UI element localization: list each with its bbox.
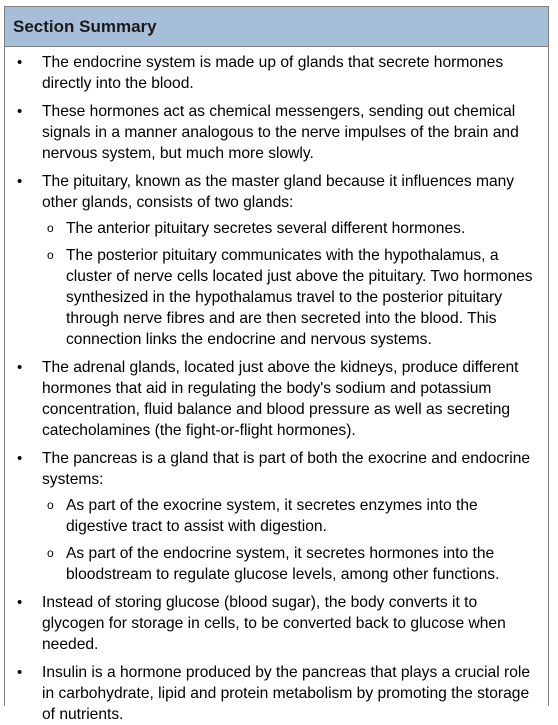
summary-item-text: The pituitary, known as the master gland because it influences many other glands, consists of two glands: bbox=[42, 173, 515, 211]
summary-subitem bbox=[42, 218, 542, 239]
bullet-icon: • bbox=[17, 594, 23, 611]
summary-item-text: Insulin is a hormone produced by the pancreas that plays a crucial role in carbohydrate, lipid and protein metabolism by promoting the storage of nutrients. bbox=[42, 664, 531, 723]
summary-sublist bbox=[42, 218, 542, 350]
summary-item-text: The adrenal glands, located just above the kidneys, produce different hormones that aid in regulating the body's sodium and potassium concentration, fluid balance and blood pressure as well as secreting catecholamines (the fight-or-flight hormones). bbox=[42, 359, 519, 439]
sub-bullet-icon: o bbox=[47, 221, 54, 235]
section-summary-box bbox=[4, 6, 549, 723]
summary-subitem-text: The posterior pituitary communicates with the hypothalamus, a cluster of nerve cells located just above the pituitary. Two hormones synthesized in the hypothalamus travel to the posterior pituitary through nerve fibres and are then secreted into the blood. This connection links the endocrine and nervous systems. bbox=[66, 247, 533, 348]
summary-subitem bbox=[42, 495, 542, 537]
summary-subitem-text: As part of the endocrine system, it secretes hormones into the bloodstream to regulate glucose levels, among other functions. bbox=[66, 545, 500, 583]
summary-item-text: The endocrine system is made up of glands that secrete hormones directly into the blood. bbox=[42, 54, 504, 92]
sub-bullet-icon: o bbox=[47, 546, 54, 560]
summary-item bbox=[5, 357, 548, 441]
summary-item bbox=[5, 52, 548, 94]
summary-item-text: Instead of storing glucose (blood sugar), the body converts it to glycogen for storage in cells, to be converted back to glucose when needed. bbox=[42, 594, 506, 653]
summary-subitem bbox=[42, 543, 542, 585]
sub-bullet-icon: o bbox=[47, 498, 54, 512]
summary-item bbox=[5, 448, 548, 585]
section-summary-title: Section Summary bbox=[13, 16, 157, 36]
summary-item bbox=[5, 662, 548, 725]
sub-bullet-icon: o bbox=[47, 248, 54, 262]
summary-item bbox=[5, 171, 548, 350]
summary-subitem-text: As part of the exocrine system, it secretes enzymes into the digestive tract to assist with digestion. bbox=[66, 497, 478, 535]
bullet-icon: • bbox=[17, 664, 23, 681]
summary-item bbox=[5, 101, 548, 164]
bullet-icon: • bbox=[17, 450, 23, 467]
summary-item bbox=[5, 592, 548, 655]
section-summary-header bbox=[5, 7, 548, 47]
bullet-icon: • bbox=[17, 54, 23, 71]
bullet-icon: • bbox=[17, 103, 23, 120]
bullet-icon: • bbox=[17, 359, 23, 376]
bullet-icon: • bbox=[17, 173, 23, 190]
summary-subitem-text: The anterior pituitary secretes several different hormones. bbox=[66, 220, 466, 237]
summary-item-text: These hormones act as chemical messengers, sending out chemical signals in a manner analogous to the nerve impulses of the brain and nervous system, but much more slowly. bbox=[42, 103, 519, 162]
summary-item-text: The pancreas is a gland that is part of both the exocrine and endocrine systems: bbox=[42, 450, 531, 488]
summary-subitem bbox=[42, 245, 542, 350]
summary-list bbox=[5, 47, 548, 725]
summary-sublist bbox=[42, 495, 542, 585]
